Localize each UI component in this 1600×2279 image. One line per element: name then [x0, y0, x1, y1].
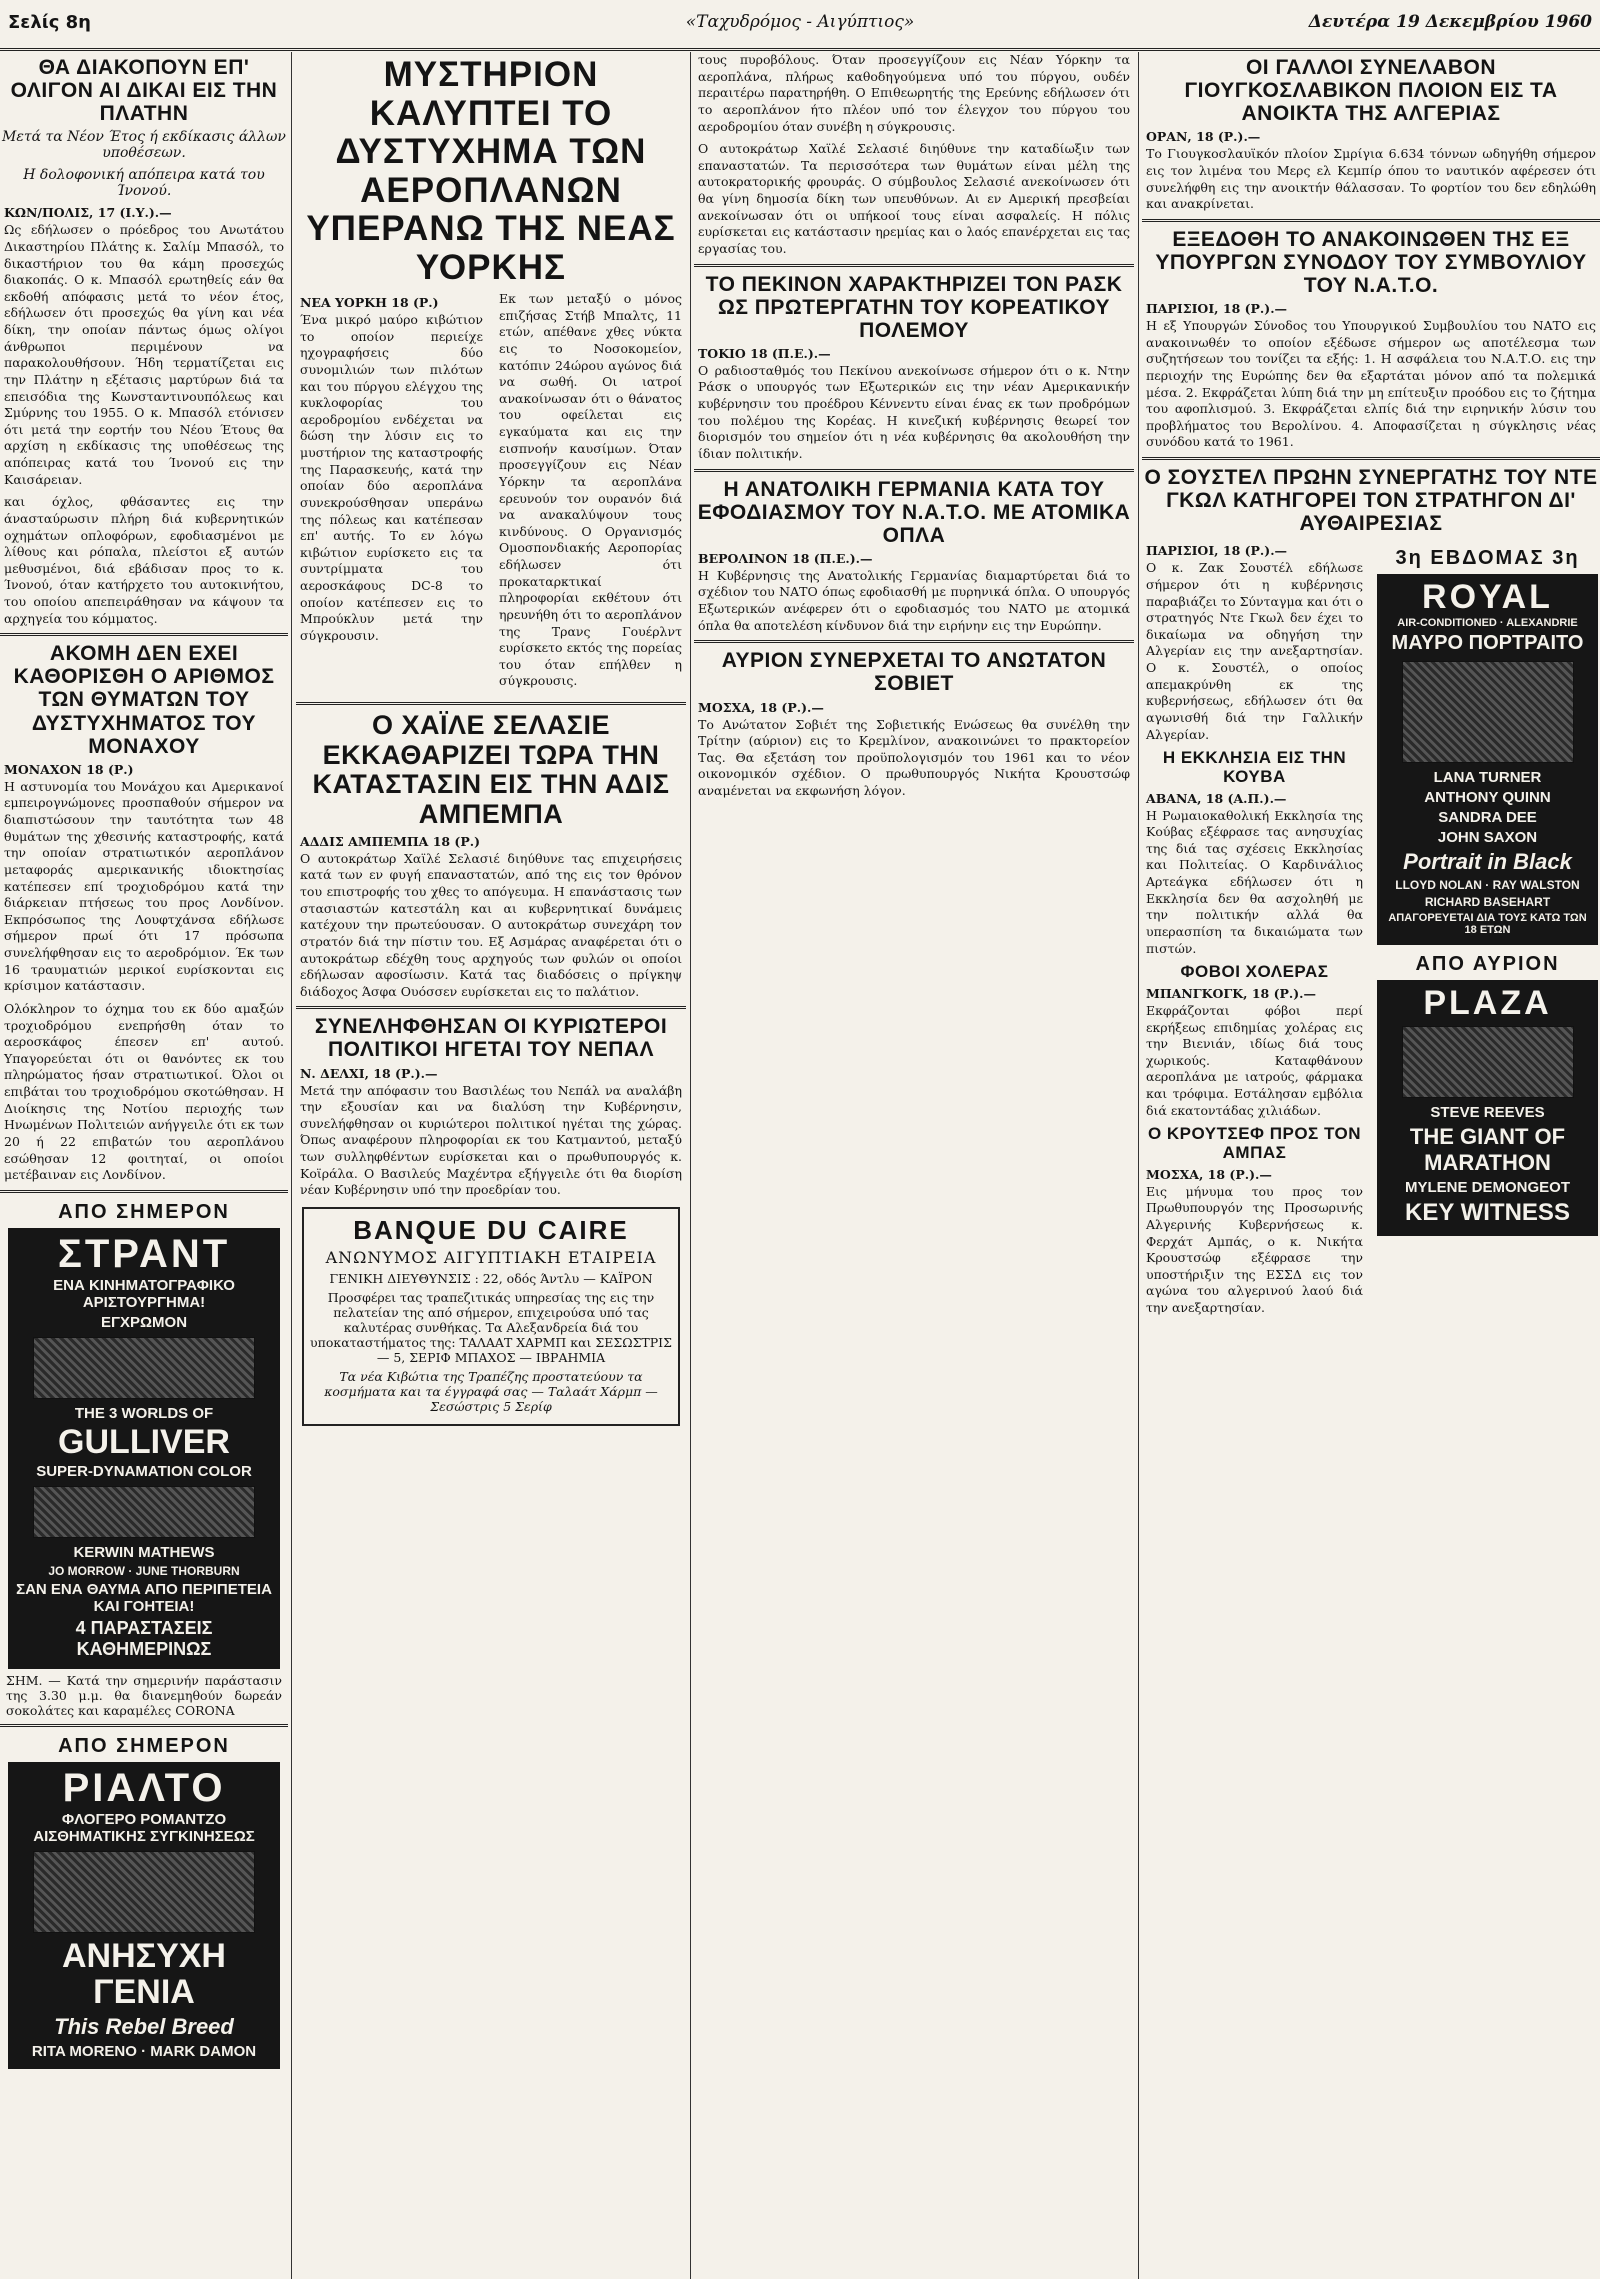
east-germany-dateline: ΒΕΡΟΛΙΝΟΝ 18 (Π.Ε.).—: [698, 550, 873, 566]
cuba-church-dateline: ΑΒΑΝΑ, 18 (Α.Π.).—: [1146, 790, 1287, 806]
supreme-soviet-dateline: ΜΟΣΧΑ, 18 (Ρ.).—: [698, 699, 824, 715]
film-title-gr: ΜΑΥΡΟ ΠΟΡΤΡΑΙΤΟ: [1391, 632, 1584, 655]
cuba-church-headline: Η ΕΚΚΛΗΣΙΑ ΕΙΣ ΤΗΝ ΚΟΥΒΑ: [1162, 748, 1347, 786]
bank-subtitle: ΑΝΩΝΥΜΟΣ ΑΙΓΥΠΤΙΑΚΗ ΕΤΑΙΡΕΙΑ: [325, 1247, 657, 1267]
cinema-subtitle: AIR-CONDITIONED · ALEXANDRIE: [1397, 617, 1578, 630]
ny-crash-continuation: τους πυροβόλους. Όταν προσεγγίζουν εις Νέαν Υόρκην τα αεροπλάνα, πλήρως καθοδηγούμενα υπό του πύργου, ουδέν περαιτέρω παρατηρήθη. Ο Επιθεωρητής της Ερεύνης εδήλωσεν ότι το αεροπλάνον ήτο πλέον υπό τον έλεγχον του πύργου του αεροδρομίου όταν συνέβη η σύγκρουσις.: [698, 52, 1130, 134]
film-tagline: ΣΑΝ ΕΝΑ ΘΑΥΜΑ ΑΠΟ ΠΕΡΙΠΕΤΕΙΑ ΚΑΙ ΓΟΗΤΕΙΑ!: [16, 1581, 272, 1616]
supreme-soviet-text: Το Ανώτατον Σοβιέτ της Σοβιετικής Ενώσεως θα συνέλθη την Τρίτην (αύριον) εις το Κρεμλίνον, ανακοινώνει το πρακτορείον Τας. Θα εξετάση τον προϋπολογισμόν του 1961 και το νέον οικονομικόν σχέδιον. Ο πρωθυπουργός Νικήτα Κρουστσώφ αναμένεται να εκφωνήση λόγον.: [698, 716, 1130, 798]
munich-crash-text: Η αστυνομία του Μονάχου και Αμερικανοί εμπειρογνώμονες προσπαθούν σήμερον να διαπιστώσουν την ταυτότητα των 48 θυμάτων της χθεσινής καταστροφής, κατά την οποίαν στρατιωτικόν αεροπλάνον μεταφοράς αμερικανικής ιδιοκτησίας κατέπεσεν επί τροχιοδρόμου κατά την διάρκειαν πτήσεως του προς Λονδίνον. Εκπρόσωπος της Λουφτχάνσα εδήλωσε σήμερον πρωί ότι 17 πρόσωπα συνελήφθησαν εις το αεροδρόμιον. Έκ των 16 τραυματιών μερικοί ευρίσκονται εις κρίσιμον κατάστασιν.: [4, 778, 284, 994]
ad-line: ΕΝΑ ΚΙΝΗΜΑΤΟΓΡΑΦΙΚΟ ΑΡΙΣΤΟΥΡΓΗΜΑ!: [53, 1276, 235, 1311]
cinema-ad-royal: [1377, 574, 1598, 945]
cinema-name: PLAZA: [1423, 984, 1552, 1023]
ad-line: ΕΓΧΡΩΜΟΝ: [100, 1313, 188, 1331]
platis-trial-subheading: Μετά τα Νέον Έτος ή εκδίκασις άλλων υποθέσεων.: [2, 129, 286, 162]
east-germany-text: Η Κυβέρνησις της Ανατολικής Γερμανίας διαμαρτύρεται διά το σχέδιον του ΝΑΤΟ όπως εφοδιασθή με πυρηνικά όπλα. Ο υπουργός Εξωτερικών ανέφερεν ότι ο εφοδιασμός του ΝΑΤΟ με ατομικά όπλα θα αποτελέση κίνδυνον διά την ειρήνην εις την Ευρώπην.: [698, 567, 1130, 633]
soustelle-text: Ο κ. Ζακ Σουστέλ εδήλωσε σήμερον ότι η κυβέρνησις παραβιάζει το Σύνταγμα και ότι ο στρατηγός Ντε Γκωλ δεν έχει το δικαίωμα να οδηγήση την Αλγερίαν εις την ανεξαρτησίαν. Ο κ. Σουστέλ, ο οποίος απεμακρύνθη εκ της κυβερνήσεως, εδήλωσεν ότι θα αγωνισθή διά την Γαλλικήν Αλγερίαν.: [1146, 560, 1363, 742]
kruschev-abbas-text: Εις μήνυμα του προς τον Πρωθυπουργόν της Προσωρινής Αλγερινής Κυβερνήσεως κ. Φερχάτ Αμπάς, ο κ. Νικήτα Κρουστσώφ εξέφρασε την υποστήριξιν της ΕΣΣΔ εις τον αγώνα του αλγερινού λαού διά την ανεξαρτησίαν.: [1146, 1183, 1363, 1316]
cinema-name: ΡΙΑΛΤΟ: [62, 1766, 226, 1811]
ny-crash-text: Ένα μικρό μαύρο κιβώτιον το οποίον περιείχε ηχογραφήσεις δύο συνομιλιών των πιλότων και του πύργου ελέγχου της κυκλοφορίας του αεροδρομίου ενδέχεται να δώση την λύσιν εις το μυστήριον της καταστροφής της Παρασκευής, κατά την οποίαν δύο αεροπλάνα συνεκρούσθησαν υπεράνω της πόλεως και κατέπεσαν επ' αυτής. Το εν λόγω κιβώτιον ευρίσκετο εις τα συντρίμματα του αεροσκάφους DC-8 το οποίον κατέπεσεν εις το Μπρούκλυν μετά την σύγκρουσιν.: [300, 312, 483, 643]
soustelle-dateline: ΠΑΡΙΣΙΟΙ, 18 (Ρ.).—: [1146, 543, 1288, 559]
divider: [0, 1190, 288, 1193]
nato-communique-headline: ΕΞΕΔΟΘΗ ΤΟ ΑΝΑΚΟΙΝΩΘΕΝ ΤΗΣ ΕΞ ΥΠΟΥΡΓΩΝ ΣΥΝΟΔΟΥ ΤΟΥ ΣΥΜΒΟΥΛΙΟΥ ΤΟΥ Ν.Α.Τ.Ο.: [1155, 227, 1587, 297]
column-2: [296, 52, 686, 2279]
cinema-name: ΣΤΡΑΝΤ: [57, 1231, 231, 1276]
ny-crash-dateline: ΝΕΑ ΥΟΡΚΗ 18 (Ρ.): [300, 295, 439, 310]
film-title: ΑΝΗΣΥΧΗ ΓΕΝΙΑ: [62, 1937, 226, 2012]
masthead: [0, 0, 1600, 51]
film-cast: JOHN SAXON: [1437, 829, 1538, 847]
cinema-ad-rialto: [8, 1762, 280, 2068]
peking-rusk-text: Ο ραδιοσταθμός του Πεκίνου ανεκοίνωσε σήμερον ότι ο κ. Ντην Ράσκ ο υπουργός των Εξωτερικών εις την νέαν Αμερικανικήν κυβέρνησιν του προέδρου Κέννεντυ είναι ένας εκ των προδρόμων του πολέμου της Κορέας. Η κινεζική κυβέρνησις θεωρεί τον διορισμόν του σημείον ότι η νέα κυβέρνησις θα ακολουθήση την ίδιαν πολιτικήν.: [698, 362, 1130, 461]
nepal-text: Μετά την απόφασιν του Βασιλέως του Νεπάλ να αναλάβη την εξουσίαν και να διαλύση την Κυβέρνησιν, συνελήφθησαν οι κυριώτεροι πολιτικοί ηγέται της χώρας. Όπως αναφέρουν πληροφορίαι εκ του Κατμαντού, μεταξύ των συλληφθέντων ευρίσκεται και ο πρωθυπουργός κ. Κοϊράλα. Ο Βασιλεύς Μαχέντρα εξήγγειλε ότι θα διορίση νέαν Κυβέρνησιν υπό την προεδρίαν του.: [300, 1082, 682, 1198]
divider: [296, 702, 686, 705]
cholera-dateline: ΜΠΑΝΓΚΟΓΚ, 18 (Ρ.).—: [1146, 985, 1317, 1001]
bank-text: Προσφέρει τας τραπεζιτικάς υπηρεσίας της εις την πελατείαν της από σήμερον, επιχειρούσα υπό τας καλυτέρας συνθήκας. Τα Αλεξανδρεία διά του υποκαταστήματος της: ΤΑΛΑΑΤ ΧΑΡΜΠ και ΣΕΣΩΣΤΡΙΣ — 5, ΣΕΡΙΦ ΜΠΑΧΟΣ — ΙΒΡΑΗΜΙΑ: [310, 1289, 672, 1365]
platis-trial-headline: ΘΑ ΔΙΑΚΟΠΟΥΝ ΕΠ' ΟΛΙΓΟΝ ΑΙ ΔΙΚΑΙ ΕΙΣ ΤΗΝ ΠΛΑΤΗΝ: [10, 56, 278, 126]
issue-date: Δευτέρα 19 Δεκεμβρίου 1960: [1308, 12, 1592, 32]
nato-communique-dateline: ΠΑΡΙΣΙΟΙ, 18 (Ρ.).—: [1146, 301, 1288, 317]
munich-crash-headline: ΑΚΟΜΗ ΔΕΝ ΕΧΕΙ ΚΑΘΟΡΙΣΘΗ Ο ΑΡΙΘΜΟΣ ΤΩΝ ΘΥΜΑΤΩΝ ΤΟΥ ΔΥΣΤΥΧΗΜΑΤΟΣ ΤΟΥ ΜΟΝΑΧΟΥ: [13, 642, 275, 758]
column-3: [694, 52, 1134, 2279]
haile-selassie-text: Ο αυτοκράτωρ Χαϊλέ Σελασιέ διηύθυνε τας επιχειρήσεις κατά των εν φυγή επαναστατών, από της εις τον θρόνον του επιστροφής του χθες το απόγευμα. Η επανάστασις των στασιαστών κατεστάλη και αι κυβερνητικαί δυνάμεις κατέχουν την πρωτεύουσαν. Ο αυτοκράτωρ συνεχάρη τον στρατόν διά την πίστιν του. Εξ Ασμάρας αναφέρεται ότι ο αυτοκράτωρ εδέχθη τους αρχηγούς των φυλών οι οποίοι εδήλωσαν αφοσίωσιν. Κατά τας διαδόσεις ο πρίγκηψ διάδοχος Άσφα Ουόσσεν ευρίσκεται εις το παλάτιον.: [300, 850, 682, 999]
film-title: THE GIANT OF MARATHON: [1409, 1124, 1566, 1176]
east-germany-headline: Η ΑΝΑΤΟΛΙΚΗ ΓΕΡΜΑΝΙΑ ΚΑΤΑ ΤΟΥ ΕΦΟΔΙΑΣΜΟΥ ΤΟΥ Ν.Α.Τ.Ο. ΜΕ ΑΤΟΜΙΚΑ ΟΠΛΑ: [697, 477, 1131, 547]
peking-rusk-dateline: ΤΟΚΙΟ 18 (Π.Ε.).—: [698, 345, 831, 361]
nepal-dateline: Ν. ΔΕΛΧΙ, 18 (Ρ.).—: [300, 1065, 438, 1081]
film-cast: LLOYD NOLAN · RAY WALSTON: [1395, 878, 1580, 893]
film-title: GULLIVER: [58, 1422, 230, 1461]
column-1: [0, 52, 288, 2279]
cholera-headline: ΦΟΒΟΙ ΧΟΛΕΡΑΣ: [1180, 962, 1329, 982]
film-still-image: [33, 1337, 255, 1399]
column-rule: [291, 52, 292, 2279]
film-title: KEY WITNESS: [1405, 1199, 1570, 1227]
film-cast: KERWIN MATHEWS: [73, 1544, 215, 1562]
film-title-en: This Rebel Breed: [54, 2013, 234, 2039]
newspaper-title: «Ταχυδρόμος - Αιγύπτιος»: [685, 12, 915, 32]
soustelle-headline: Ο ΣΟΥΣΤΕΛ ΠΡΩΗΝ ΣΥΝΕΡΓΑΤΗΣ ΤΟΥ ΝΤΕ ΓΚΩΛ ΚΑΤΗΓΟΡΕΙ ΤΟΝ ΣΤΡΑΤΗΓΟΝ ΔΙ' ΑΥΘΑΙΡΕΣΙΑΣ: [1144, 466, 1598, 536]
bank-footer: Τα νέα Κιβώτια της Τραπέζης προστατεύουν τα κοσμήματα και τα έγγραφά σας — Ταλαάτ Χάρμπ — Σεσώστρις 5 Σερίφ: [324, 1368, 658, 1414]
divider: [694, 264, 1134, 267]
divider: [694, 469, 1134, 472]
cinema-name: ROYAL: [1422, 578, 1553, 617]
film-still-image: [1402, 1026, 1574, 1098]
divider: [296, 1006, 686, 1009]
munich-crash-dateline: ΜΟΝΑΧΟΝ 18 (Ρ.): [4, 761, 134, 777]
film-cast: MYLENE DEMONGEOT: [1404, 1179, 1570, 1197]
yugoslav-ship-headline: ΟΙ ΓΑΛΛΟΙ ΣΥΝΕΛΑΒΟΝ ΓΙΟΥΓΚΟΣΛΑΒΙΚΟΝ ΠΛΟΙΟΝ ΕΙΣ ΤΑ ΑΝΟΙΚΤΑ ΤΗΣ ΑΛΓΕΡΙΑΣ: [1184, 56, 1558, 126]
film-showtimes: 4 ΠΑΡΑΣΤΑΣΕΙΣ ΚΑΘΗΜΕΡΙΝΩΣ: [75, 1618, 213, 1660]
divider: [0, 633, 288, 636]
bank-name: BANQUE DU CAIRE: [353, 1214, 629, 1245]
haile-selassie-continuation: Ο αυτοκράτωρ Χαϊλέ Σελασιέ διηύθυνε την καταδίωξιν των επαναστατών. Τα περισσότερα των θυμάτων είναι μέλη της αυτοκρατορικής φρουράς. Ο σύμβουλος Σελασιέ ανεκοίνωσεν ότι θα γίνη δημοσία δίκη των υπευθύνων. Αι εν Αμερική πρεσβείαι ανεκοίνωσαν ότι οι υπήκοοί τους είναι ασφαλείς. Η πόλις ευρίσκεται εις κατάστασιν ηρεμίας και ο λαός επανέρχεται εις τας εργασίας του.: [698, 141, 1130, 256]
film-cast: RICHARD BASEHART: [1424, 895, 1551, 910]
film-cast: JO MORROW · JUNE THORBURN: [48, 1564, 240, 1579]
munich-crash-text-cont: Ολόκληρον το όχημα του εκ δύο αμαξών τροχιοδρόμου ενεπρήσθη όταν το αεροσκάφος έπεσεν επ' αυτού. Υπαγορεύεται ότι οι θανόντες εκ του πληρώματος ήσαν στρατιωτικοί. Όλοι οι επιβάται του τροχιοδρόμου σκοτώθησαν. Η Διοίκησις της Νοτίου περιοχής των Ηνωμένων Πολιτειών ανήγγειλε ότι εκ των 20 ή 22 επιβατών του αεροπλάνου εσώθησαν 12 φοιτηταί, οι οποίοι μετέβαιναν εις Λονδίνον.: [4, 1000, 284, 1183]
ny-crash-headline: ΜΥΣΤΗΡΙΟΝ ΚΑΛΥΠΤΕΙ ΤΟ ΔΥΣΤΥΧΗΜΑ ΤΩΝ ΑΕΡΟΠΛΑΝΩΝ ΥΠΕΡΑΝΩ ΤΗΣ ΝΕΑΣ ΥΟΡΚΗΣ: [306, 55, 676, 287]
film-still-image: [33, 1851, 255, 1933]
film-cast: RITA MORENO · MARK DAMON: [31, 2042, 257, 2060]
cholera-text: Εκφράζονται φόβοι περί εκρήξεως επιδημίας χολέρας εις την Βιενιάν, ιδίως διά τους χωρικούς. Καταφθάνουν αεροπλάνα με ιατρούς, φάρμακα και τρόφιμα. Εστάλησαν εμβόλια διά εκατοντάδας χιλιάδων.: [1146, 1002, 1363, 1118]
platis-trial-text-cont: και όχλος, φθάσαντες εις την άνασταύρωσιν πλήρη διά κυβερνητικών οχημάτων οπλοφόρων, εφοδιασμένοι με λίθους και ρόπαλα, πλείστοι εξ αυτών μεθυσμένοι, διά εβάδισαν προς το κ. Ίνονού, όταν κατήρχετο του αυτοκινήτου, του οποίου απεπειράθησαν να κάψουν τα αρχηγεία του κόμματος.: [4, 494, 284, 626]
haile-selassie-dateline: ΑΔΔΙΣ ΑΜΠΕΜΠΑ 18 (Ρ.): [300, 833, 481, 849]
film-title-prefix: THE 3 WORLDS OF: [74, 1404, 214, 1422]
bank-ad: [302, 1207, 680, 1426]
kruschev-abbas-dateline: ΜΟΣΧΑ, 18 (Ρ.).—: [1146, 1166, 1272, 1182]
ny-crash-text-cont: Εκ των μεταξύ ο μόνος επιζήσας Στήβ Μπαλτς, 11 ετών, απέθανε χθες νύκτα εις το Νοσοκομείον, κατόπιν 24ώρου αγώνος διά να σωθή. Οι ιατροί ανακοίνωσαν ότι ο θάνατος του οφείλεται εις εγκαύματα και εις την εισπνοήν καυσίμων. Όταν προσεγγίζουν εις Νέαν Υόρκην τα αεροπλάνα ερευνούν τον ουρανόν διά να ανακαλύψουν τους κινδύνους. Ο Οργανισμός Ομοσπονδιακής Αεροπορίας εδήλωσεν ότι προκαταρκτικαί πληροφορίαι εκθέτουν ότι ηρευνήθη ότι το αεροπλάνον της Τρανς Γουέρλντ ευρίσκετο εκτός της πορείας του όταν επήλθεν η σύγκρουσις.: [499, 291, 682, 689]
age-restriction: ΑΠΑΓΟΡΕΥΕΤΑΙ ΔΙΑ ΤΟΥΣ ΚΑΤΩ ΤΩΝ 18 ΕΤΩΝ: [1388, 912, 1587, 937]
ad-heading-today-2: ΑΠΟ ΣΗΜΕΡΟΝ: [58, 1735, 230, 1758]
column-rule: [1138, 52, 1139, 2279]
cinema-ad-plaza: [1377, 980, 1598, 1236]
yugoslav-ship-text: Το Γιουγκοσλαυϊκόν πλοίον Σμρίγια 6.634 τόννων ωδηγήθη σήμερον εις τον λιμένα του Μερς ελ Κεμπίρ όπου το ναυτικόν αφέρεσεν ότι συνελήφθη εις την ανοικτήν θάλασσαν. Το φορτίον του δεν εδηλώθη και ανακρίνεται.: [1146, 146, 1596, 212]
kruschev-abbas-headline: Ο ΚΡΟΥΤΣΕΦ ΠΡΟΣ ΤΟΝ ΑΜΠΑΣ: [1147, 1124, 1362, 1162]
column-rule: [690, 52, 691, 2279]
divider: [1142, 457, 1600, 460]
nato-communique-text: Η εξ Υπουργών Σύνοδος του Υπουργικού Συμβουλίου του ΝΑΤΟ εις ανακοινωθέν το οποίον εξέδωσε σήμερον ως αποτέλεσμα των συζητήσεων του τονίζει τα εξής: 1. Η ασφάλεια του Ν.Α.Τ.Ο. εις την περιοχήν της Ευρώπης δεν θα εξαρτάται μόνον από τα πολεμικά μέσα. 2. Εκφράζεται λύπη διά την μη επίτευξιν προόδου εις το ζήτημα του αφοπλισμού. 3. Εκφράζεται ελπίς διά την ειρηνικήν λύσιν του προβλήματος του Βερολίνου. 4. Αποφασίζεται η σύγκλησις νέας συνόδου κατά το 1961.: [1146, 318, 1596, 450]
ad-heading-today: ΑΠΟ ΣΗΜΕΡΟΝ: [58, 1200, 230, 1223]
film-title-en: Portrait in Black: [1403, 849, 1572, 875]
peking-rusk-headline: ΤΟ ΠΕΚΙΝΟΝ ΧΑΡΑΚΤΗΡΙΖΕΙ ΤΟΝ ΡΑΣΚ ΩΣ ΠΡΩΤΕΡΓΑΤΗΝ ΤΟΥ ΚΟΡΕΑΤΙΚΟΥ ΠΟΛΕΜΟΥ: [705, 272, 1123, 342]
bank-headquarters: ΓΕΝΙΚΗ ΔΙΕΥΘΥΝΣΙΣ : 22, οδός Άντλυ — ΚΑΪΡΟΝ: [329, 1270, 653, 1286]
yugoslav-ship-dateline: ΟΡΑΝ, 18 (Ρ.).—: [1146, 129, 1261, 145]
film-cast: ANTHONY QUINN: [1424, 789, 1551, 807]
film-still-image: [33, 1486, 255, 1538]
ad-note: ΣΗΜ. — Κατά την σημερινήν παράστασιν της 3.30 μ.μ. θα διανεμηθούν δωρεάν σοκολάτες και καραμέλες CORONA: [6, 1673, 282, 1719]
film-still-image: [1402, 661, 1574, 763]
divider: [0, 1724, 288, 1727]
haile-selassie-headline: Ο ΧΑΪΛΕ ΣΕΛΑΣΙΕ ΕΚΚΑΘΑΡΙΖΕΙ ΤΩΡΑ ΤΗΝ ΚΑΤΑΣΤΑΣΙΝ ΕΙΣ ΤΗΝ ΑΔΙΣ ΑΜΠΕΜΠΑ: [312, 710, 670, 830]
cuba-church-text: Η Ρωμαιοκαθολική Εκκλησία της Κούβας εξέφρασε τας ανησυχίας της διά τας σχέσεις Εκκλησίας και Πολιτείας. Ο Καρδινάλιος Αρτεάγκα εδήλωσεν ότι η Εκκλησία δεν θα ασχοληθή με την πολιτικήν αλλά θα υπερασπίση τα δικαιώματα των πιστών.: [1146, 807, 1363, 956]
ad-line: ΦΛΟΓΕΡΟ ΡΟΜΑΝΤΖΟ ΑΙΣΘΗΜΑΤΙΚΗΣ ΣΥΓΚΙΝΗΣΕΩΣ: [33, 1811, 255, 1846]
film-cast: STEVE REEVES: [1430, 1104, 1545, 1122]
platis-trial-text: Ως εδήλωσεν ο πρόεδρος του Ανωτάτου Δικαστηρίου Πλάτης κ. Σαλίμ Μπασόλ, το δικαστήριον του θα κάμη προσεχώς διακοπάς. Ο κ. Μπασόλ ερωτηθείς εάν θα εκδοθή απόφασις μετά το νέον έτος, εδήλωσεν ότι προσεχώς θα γίνη και νέα δίκη, την οποίαν πάντως όμως ολίγοι άνθρωποι περιμένουν να παρακολουθήσουν. Ήδη τερματίζεται εις την Πλάτην η εξέτασις μαρτύρων διά τα επεισόδια της Κωνσταντινουπόλεως και Σμύρνης του 1955. Ο κ. Μπασόλ ετόνισεν ότι μετά την εορτήν του Νέου Έτους θα αρχίση η εκδίκασις της υποθέσεως της απόπειρας κατά του Ίνονού εις την Καισάρειαν.: [4, 222, 284, 487]
platis-trial-subheading-2: Η δολοφονική απόπειρα κατά του Ίνονού.: [23, 167, 265, 200]
nepal-headline: ΣΥΝΕΛΗΦΘΗΣΑΝ ΟΙ ΚΥΡΙΩΤΕΡΟΙ ΠΟΛΙΤΙΚΟΙ ΗΓΕΤΑΙ ΤΟΥ ΝΕΠΑΛ: [314, 1015, 668, 1062]
supreme-soviet-headline: ΑΥΡΙΟΝ ΣΥΝΕΡΧΕΤΑΙ ΤΟ ΑΝΩΤΑΤΟΝ ΣΟΒΙΕΤ: [721, 649, 1107, 696]
page-number: Σελίς 8η: [8, 12, 91, 33]
film-cast: SANDRA DEE: [1438, 809, 1537, 827]
film-cast: LANA TURNER: [1433, 769, 1542, 787]
platis-trial-dateline: ΚΩΝ/ΠΟΛΙΣ, 17 (Ι.Υ.).—: [4, 205, 172, 221]
divider: [1142, 219, 1600, 222]
column-4: [1142, 52, 1600, 2279]
divider: [694, 640, 1134, 643]
ad-heading-tomorrow: ΑΠΟ ΑΥΡΙΟΝ: [1415, 953, 1560, 976]
film-tech: SUPER-DYNAMATION COLOR: [36, 1463, 252, 1481]
cinema-ad-strand: [8, 1228, 280, 1670]
ad-week-label: 3η ΕΒΔΟΜΑΣ 3η: [1395, 547, 1580, 570]
